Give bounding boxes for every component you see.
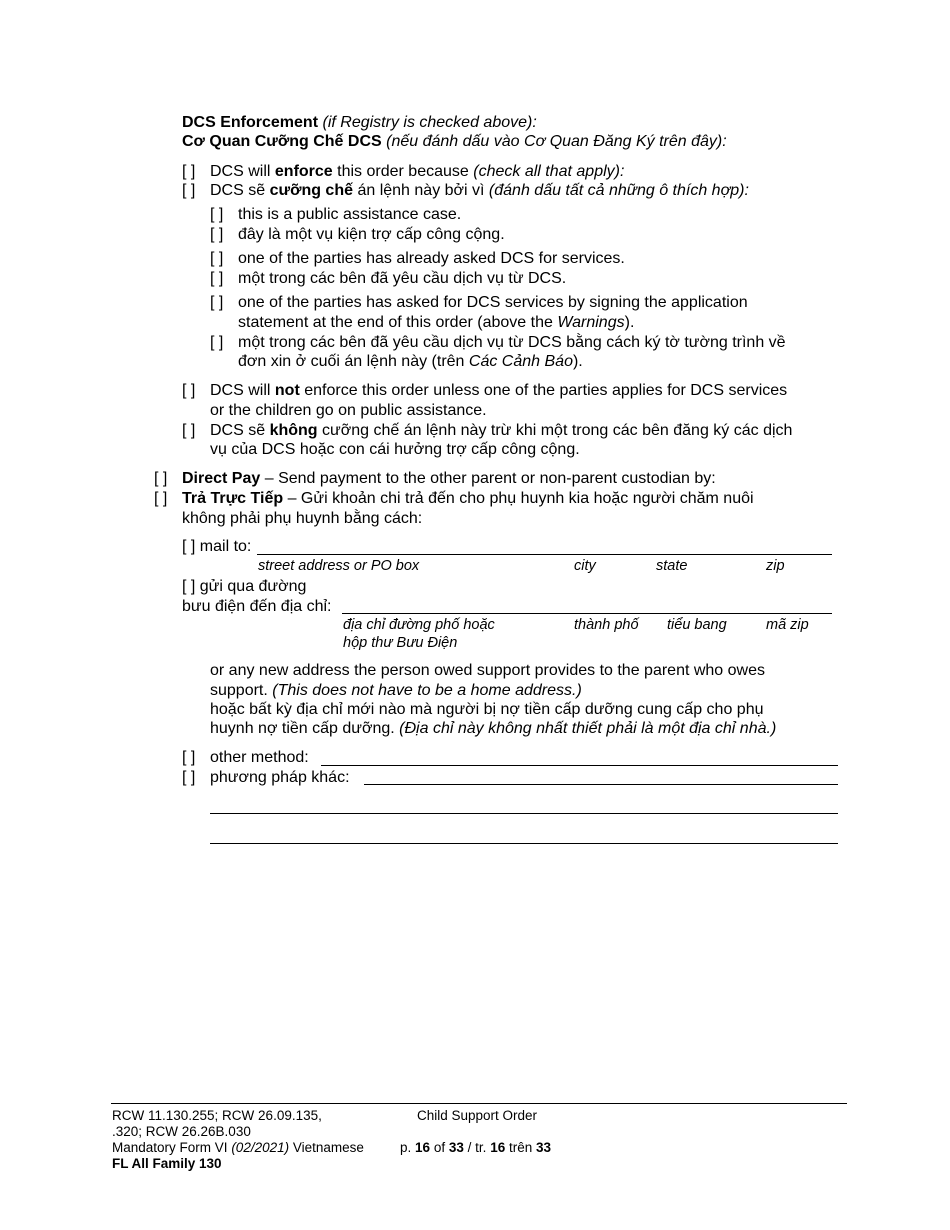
checkbox-asked-vi[interactable]: [ ] (210, 270, 224, 287)
signed-text-vi-1: một trong các bên đã yêu cầu dịch vụ từ DCS bằng cách ký tờ tường trình về (238, 334, 786, 351)
state-caption-vi: tiểu bang (667, 617, 727, 633)
footer-page-num: 16 (415, 1140, 431, 1155)
footer-form-c: Vietnamese (292, 1140, 364, 1155)
direct-pay-en-rest: – Send payment to the other parent or non-parent custodian by: (264, 470, 716, 487)
new-address-en-2b: (This does not have to be a home address.) (272, 682, 582, 699)
checkbox-direct-pay-en[interactable]: [ ] (154, 470, 168, 487)
street-caption-vi-2: hộp thư Bưu Điện (343, 635, 458, 651)
checkbox-not-enforce-en[interactable]: [ ] (182, 382, 196, 399)
direct-pay-text-vi (182, 489, 754, 509)
direct-pay-vi-bold: Trả Trực Tiếp (182, 490, 284, 507)
checkbox-signed-en[interactable]: [ ] (210, 294, 224, 311)
footer-page-tr: / tr. (467, 1140, 487, 1155)
zip-caption-vi: mã zip (766, 617, 809, 633)
street-caption-vi-1: địa chỉ đường phố hoặc (343, 617, 495, 633)
section-title-vi-bold: Cơ Quan Cưỡng Chế DCS (182, 133, 382, 150)
not-enforce-vi-a: DCS sẽ (210, 422, 266, 439)
signed-text-vi-2 (238, 352, 583, 372)
footer-rcw-2: .320; RCW 26.26B.030 (112, 1124, 251, 1139)
asked-text-en: one of the parties has already asked DCS for services. (238, 250, 625, 267)
other-method-label-en: other method: (210, 749, 309, 766)
footer-rcw-1: RCW 11.130.255; RCW 26.09.135, (112, 1108, 322, 1123)
footer-divider (111, 1103, 847, 1104)
signed-en-2c: ). (624, 314, 635, 331)
enforce-vi-a: DCS sẽ (210, 182, 266, 199)
other-method-label-vi: phương pháp khác: (210, 769, 350, 786)
not-enforce-en-c: enforce this order unless one of the parties applies for DCS services (304, 382, 788, 399)
enforce-text-en (210, 162, 624, 182)
section-title-en-note: (if Registry is checked above): (322, 114, 537, 131)
enforce-en-c: this order because (337, 163, 469, 180)
new-address-en-2 (210, 681, 582, 701)
checkbox-other-method-vi[interactable]: [ ] (182, 769, 196, 786)
footer-page-tren: trên (508, 1140, 533, 1155)
checkbox-signed-vi[interactable]: [ ] (210, 334, 224, 351)
signed-en-2b: Warnings (557, 314, 625, 331)
footer-page-num-vi: 16 (490, 1140, 506, 1155)
checkbox-direct-pay-vi[interactable]: [ ] (154, 490, 168, 507)
enforce-en-a: DCS will (210, 163, 271, 180)
footer-page-number (400, 1140, 551, 1156)
footer-form-a: Mandatory Form VI (112, 1140, 228, 1155)
signed-vi-2a: đơn xin ở cuối án lệnh này (trên (238, 353, 465, 370)
new-address-vi-2a: huynh nợ tiền cấp dưỡng. (210, 720, 395, 737)
mail-to-checkbox-label-en[interactable]: [ ] mail to: (182, 538, 252, 555)
footer-form-b: (02/2021) (231, 1140, 290, 1155)
other-method-line-vi[interactable] (364, 784, 838, 785)
checkbox-enforce-en[interactable]: [ ] (182, 163, 196, 180)
footer-doc-title: Child Support Order (417, 1108, 538, 1123)
mail-address-line-en[interactable] (257, 554, 832, 555)
checkbox-public-vi[interactable]: [ ] (210, 226, 224, 243)
city-caption-en: city (574, 558, 596, 574)
checkbox-other-method-en[interactable]: [ ] (182, 749, 196, 766)
footer-form (112, 1140, 364, 1156)
direct-pay-text-vi-2: không phải phụ huynh bằng cách: (182, 510, 423, 527)
street-caption-en: street address or PO box (258, 558, 420, 574)
not-enforce-en-a: DCS will (210, 382, 271, 399)
other-method-extra-line-2[interactable] (210, 843, 838, 844)
enforce-en-b: enforce (274, 163, 333, 180)
direct-pay-vi-rest: – Gửi khoản chi trả đến cho phụ huynh kia hoặc người chăm nuôi (287, 490, 754, 507)
checkbox-public-en[interactable]: [ ] (210, 206, 224, 223)
footer-page-of: of (433, 1140, 446, 1155)
not-enforce-text-vi-2: vụ của DCS hoặc con cái hưởng trợ cấp công cộng. (210, 441, 580, 458)
checkbox-not-enforce-vi[interactable]: [ ] (182, 422, 196, 439)
new-address-en-2a: support. (210, 682, 268, 699)
not-enforce-text-en-1 (210, 381, 787, 401)
direct-pay-text-en (182, 469, 716, 489)
direct-pay-en-bold: Direct Pay (182, 470, 261, 487)
signed-en-2a: statement at the end of this order (above the (238, 314, 553, 331)
asked-text-vi: một trong các bên đã yêu cầu dịch vụ từ DCS. (238, 270, 567, 287)
other-method-extra-line-1[interactable] (210, 813, 838, 814)
section-title-en-bold: DCS Enforcement (182, 114, 319, 131)
not-enforce-vi-b: không (269, 422, 318, 439)
signed-vi-2b: Các Cảnh Báo (468, 353, 573, 370)
public-text-vi: đây là một vụ kiện trợ cấp công cộng. (238, 226, 505, 243)
not-enforce-en-b: not (274, 382, 300, 399)
section-title-vi-note: (nếu đánh dấu vào Cơ Quan Đăng Ký trên đây): (386, 133, 727, 150)
footer-page-total-vi: 33 (536, 1140, 552, 1155)
new-address-vi-1: hoặc bất kỳ địa chỉ mới nào mà người bị nợ tiền cấp dưỡng cung cấp cho phụ (210, 701, 764, 718)
new-address-vi-2b: (Địa chỉ này không nhất thiết phải là một địa chỉ nhà.) (399, 720, 777, 737)
section-title-en (182, 113, 537, 133)
signed-vi-2c: ). (572, 353, 583, 370)
new-address-vi-2 (210, 719, 776, 739)
other-method-line-en[interactable] (321, 765, 838, 766)
footer-page-p: p. (400, 1140, 412, 1155)
not-enforce-vi-c: cưỡng chế án lệnh này trừ khi một trong các bên đăng ký các dịch (322, 422, 793, 439)
enforce-vi-c: án lệnh này bởi vì (357, 182, 485, 199)
not-enforce-text-en-2: or the children go on public assistance. (210, 402, 487, 419)
mail-to-checkbox-label-vi-1[interactable]: [ ] gửi qua đường (182, 578, 307, 595)
mail-to-label-vi-2: bưu điện đến địa chỉ: (182, 598, 332, 615)
signed-text-en-1: one of the parties has asked for DCS services by signing the application (238, 294, 748, 311)
zip-caption-en: zip (766, 558, 785, 574)
mail-address-line-vi[interactable] (342, 613, 832, 614)
checkbox-enforce-vi[interactable]: [ ] (182, 182, 196, 199)
state-caption-en: state (656, 558, 688, 574)
new-address-en-1: or any new address the person owed support provides to the parent who owes (210, 662, 765, 679)
public-text-en: this is a public assistance case. (238, 206, 462, 223)
enforce-vi-d: (đánh dấu tất cả những ô thích hợp): (488, 182, 749, 199)
footer-page-total: 33 (448, 1140, 464, 1155)
enforce-text-vi (210, 181, 749, 201)
not-enforce-text-vi-1 (210, 421, 792, 441)
checkbox-asked-en[interactable]: [ ] (210, 250, 224, 267)
city-caption-vi: thành phố (574, 617, 639, 633)
footer-form-id: FL All Family 130 (112, 1156, 222, 1171)
enforce-en-d: (check all that apply): (473, 163, 625, 180)
section-title-vi (182, 132, 727, 152)
signed-text-en-2 (238, 313, 634, 333)
enforce-vi-b: cưỡng chế (269, 182, 353, 199)
